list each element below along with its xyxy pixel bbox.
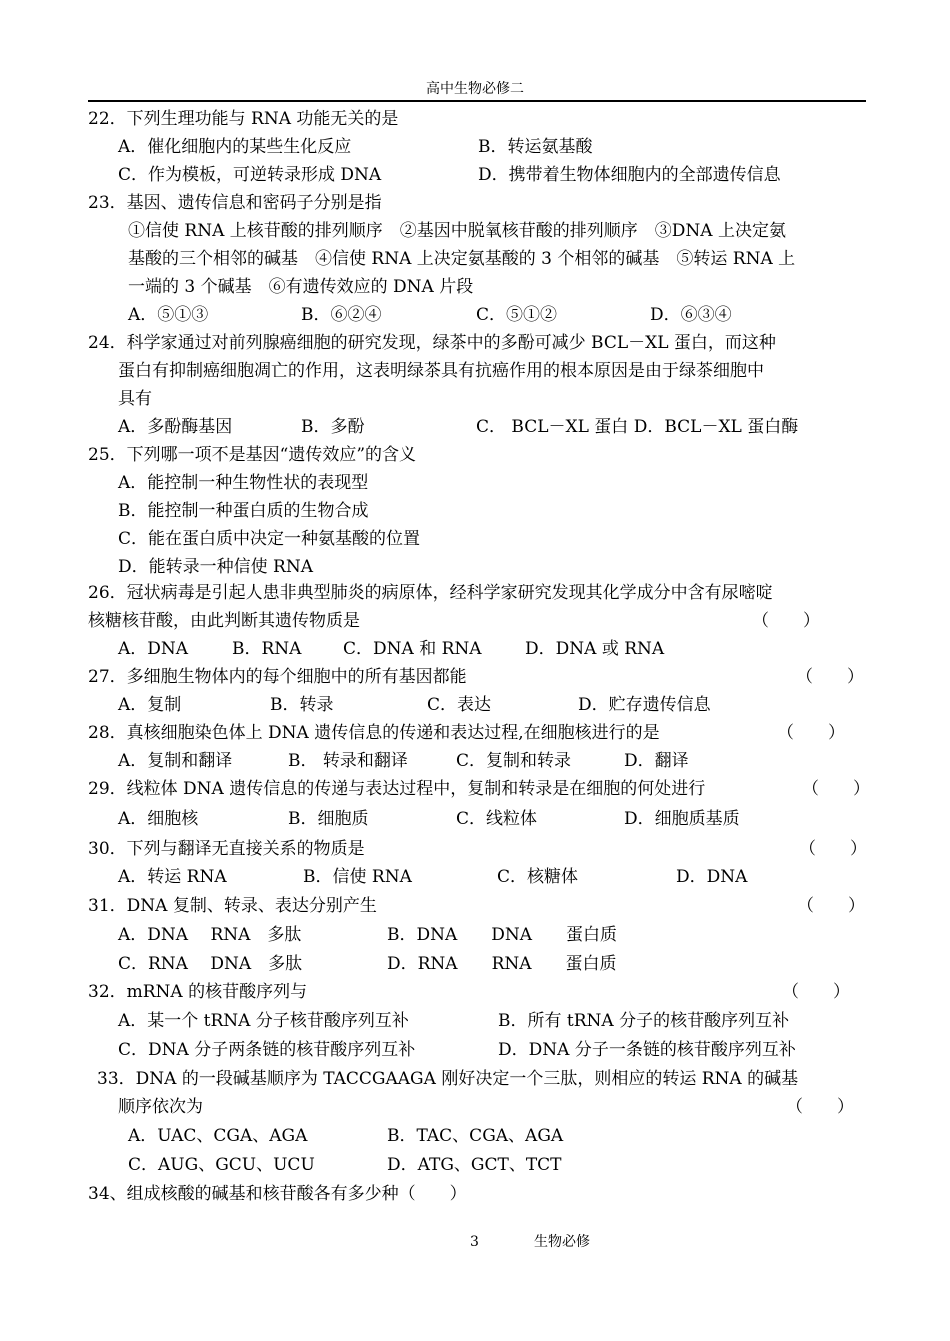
text-line: D．能转录一种信使 RNA bbox=[118, 557, 313, 577]
text-line: C．表达 bbox=[427, 695, 492, 715]
text-line: 基酸的三个相邻的碱基 ④信使 RNA 上决定氨基酸的 3 个相邻的碱基 ⑤转运 RNA 上 bbox=[128, 249, 796, 269]
text-line: A．复制 bbox=[118, 695, 182, 715]
text-line: D．DNA 或 RNA bbox=[525, 639, 665, 659]
text-line: A．⑤①③ bbox=[128, 305, 209, 325]
text-line: （ ） bbox=[797, 896, 865, 916]
text-line: C．线粒体 bbox=[456, 809, 538, 829]
text-line: 28．真核细胞染色体上 DNA 遗传信息的传递和表达过程,在细胞核进行的是 bbox=[88, 723, 660, 743]
text-line: A．某一个 tRNA 分子核苷酸序列互补 bbox=[118, 1011, 409, 1031]
text-line: ①信使 RNA 上核苷酸的排列顺序 ②基因中脱氧核苷酸的排列顺序 ③DNA 上决定氨 bbox=[128, 221, 786, 241]
text-line: 31．DNA 复制、转录、表达分别产生 bbox=[88, 896, 377, 916]
text-line: 30．下列与翻译无直接关系的物质是 bbox=[88, 839, 365, 859]
text-line: （ ） bbox=[802, 779, 870, 799]
text-line: D．翻译 bbox=[624, 751, 689, 771]
text-line: （ ） bbox=[796, 667, 864, 687]
text-line: B．转录 bbox=[270, 695, 334, 715]
text-line: C．能在蛋白质中决定一种氨基酸的位置 bbox=[118, 529, 421, 549]
text-line: A．DNA RNA 多肽 bbox=[118, 925, 302, 945]
text-line: A．细胞核 bbox=[118, 809, 199, 829]
text-line: C．AUG、GCU、UCU bbox=[128, 1155, 315, 1175]
footer-label: 生物必修 bbox=[534, 1234, 590, 1250]
text-line: 24．科学家通过对前列腺癌细胞的研究发现，绿茶中的多酚可减少 BCL－XL 蛋白，而这种 bbox=[88, 333, 776, 353]
text-line: 29．线粒体 DNA 遗传信息的传递与表达过程中，复制和转录是在细胞的何处进行 bbox=[88, 779, 706, 799]
text-line: D．ATG、GCT、TCT bbox=[387, 1155, 562, 1175]
text-line: 一端的 3 个碱基 ⑥有遗传效应的 DNA 片段 bbox=[128, 277, 474, 297]
page-number: 3 bbox=[470, 1234, 479, 1250]
text-line: B．细胞质 bbox=[288, 809, 369, 829]
text-line: （ ） bbox=[777, 723, 845, 743]
text-line: C．DNA 和 RNA bbox=[343, 639, 482, 659]
text-line: D．细胞质基质 bbox=[624, 809, 740, 829]
text-line: 32．mRNA 的核苷酸序列与 bbox=[88, 982, 308, 1002]
text-line: B． 转录和翻译 bbox=[288, 751, 408, 771]
text-line: A．转运 RNA bbox=[118, 867, 227, 887]
text-line: B．信使 RNA bbox=[303, 867, 412, 887]
text-line: A．UAC、CGA、AGA bbox=[128, 1126, 308, 1146]
text-line: （ ） bbox=[782, 982, 850, 1002]
text-line: （ ） bbox=[752, 611, 820, 631]
text-line: B．TAC、CGA、AGA bbox=[387, 1126, 564, 1146]
text-line: 33．DNA 的一段碱基顺序为 TACCGAAGA 刚好决定一个三肽，则相应的转运 RNA 的碱基 bbox=[97, 1069, 799, 1089]
text-line: B．多酚 bbox=[301, 417, 365, 437]
text-line: D．DNA 分子一条链的核苷酸序列互补 bbox=[498, 1040, 796, 1060]
text-line: D．⑥③④ bbox=[650, 305, 732, 325]
text-line: 具有 bbox=[118, 389, 152, 409]
text-line: A．催化细胞内的某些生化反应 bbox=[118, 137, 352, 157]
text-line: A．复制和翻译 bbox=[118, 751, 233, 771]
text-line: D．携带着生物体细胞内的全部遗传信息 bbox=[478, 165, 781, 185]
text-line: C．核糖体 bbox=[497, 867, 579, 887]
text-line: C． BCL－XL 蛋白 D．BCL－XL 蛋白酶 bbox=[476, 417, 799, 437]
text-line: C．DNA 分子两条链的核苷酸序列互补 bbox=[118, 1040, 416, 1060]
page-header: 高中生物必修二 bbox=[426, 81, 524, 97]
text-line: 23．基因、遗传信息和密码子分别是指 bbox=[88, 193, 382, 213]
text-line: 25．下列哪一项不是基因“遗传效应”的含义 bbox=[88, 445, 417, 465]
text-line: 34、组成核酸的碱基和核苷酸各有多少种（ ） bbox=[88, 1184, 467, 1204]
text-line: 核糖核苷酸，由此判断其遗传物质是 bbox=[88, 611, 360, 631]
text-line: B．DNA DNA 蛋白质 bbox=[387, 925, 618, 945]
text-line: D．RNA RNA 蛋白质 bbox=[387, 954, 617, 974]
text-line: 22．下列生理功能与 RNA 功能无关的是 bbox=[88, 109, 399, 129]
text-line: 27．多细胞生物体内的每个细胞中的所有基因都能 bbox=[88, 667, 467, 687]
text-line: A．DNA bbox=[118, 639, 189, 659]
text-line: （ ） bbox=[786, 1097, 854, 1117]
text-line: C．RNA DNA 多肽 bbox=[118, 954, 303, 974]
text-line: 顺序依次为 bbox=[118, 1097, 203, 1117]
text-line: C．复制和转录 bbox=[456, 751, 572, 771]
text-line: 蛋白有抑制癌细胞凋亡的作用，这表明绿茶具有抗癌作用的根本原因是由于绿茶细胞中 bbox=[118, 361, 764, 381]
text-line: B．能控制一种蛋白质的生物合成 bbox=[118, 501, 369, 521]
text-line: B．⑥②④ bbox=[301, 305, 382, 325]
text-line: A．多酚酶基因 bbox=[118, 417, 233, 437]
text-line: A．能控制一种生物性状的表现型 bbox=[118, 473, 369, 493]
text-line: 26．冠状病毒是引起人患非典型肺炎的病原体，经科学家研究发现其化学成分中含有尿嘧啶 bbox=[88, 583, 773, 603]
text-line: C．作为模板，可逆转录形成 DNA bbox=[118, 165, 382, 185]
header-rule bbox=[88, 100, 866, 102]
text-line: D．贮存遗传信息 bbox=[578, 695, 711, 715]
text-line: B．RNA bbox=[232, 639, 302, 659]
text-line: C．⑤①② bbox=[476, 305, 558, 325]
text-line: B．所有 tRNA 分子的核苷酸序列互补 bbox=[498, 1011, 790, 1031]
text-line: D．DNA bbox=[676, 867, 748, 887]
text-line: （ ） bbox=[799, 839, 867, 859]
text-line: B．转运氨基酸 bbox=[478, 137, 593, 157]
